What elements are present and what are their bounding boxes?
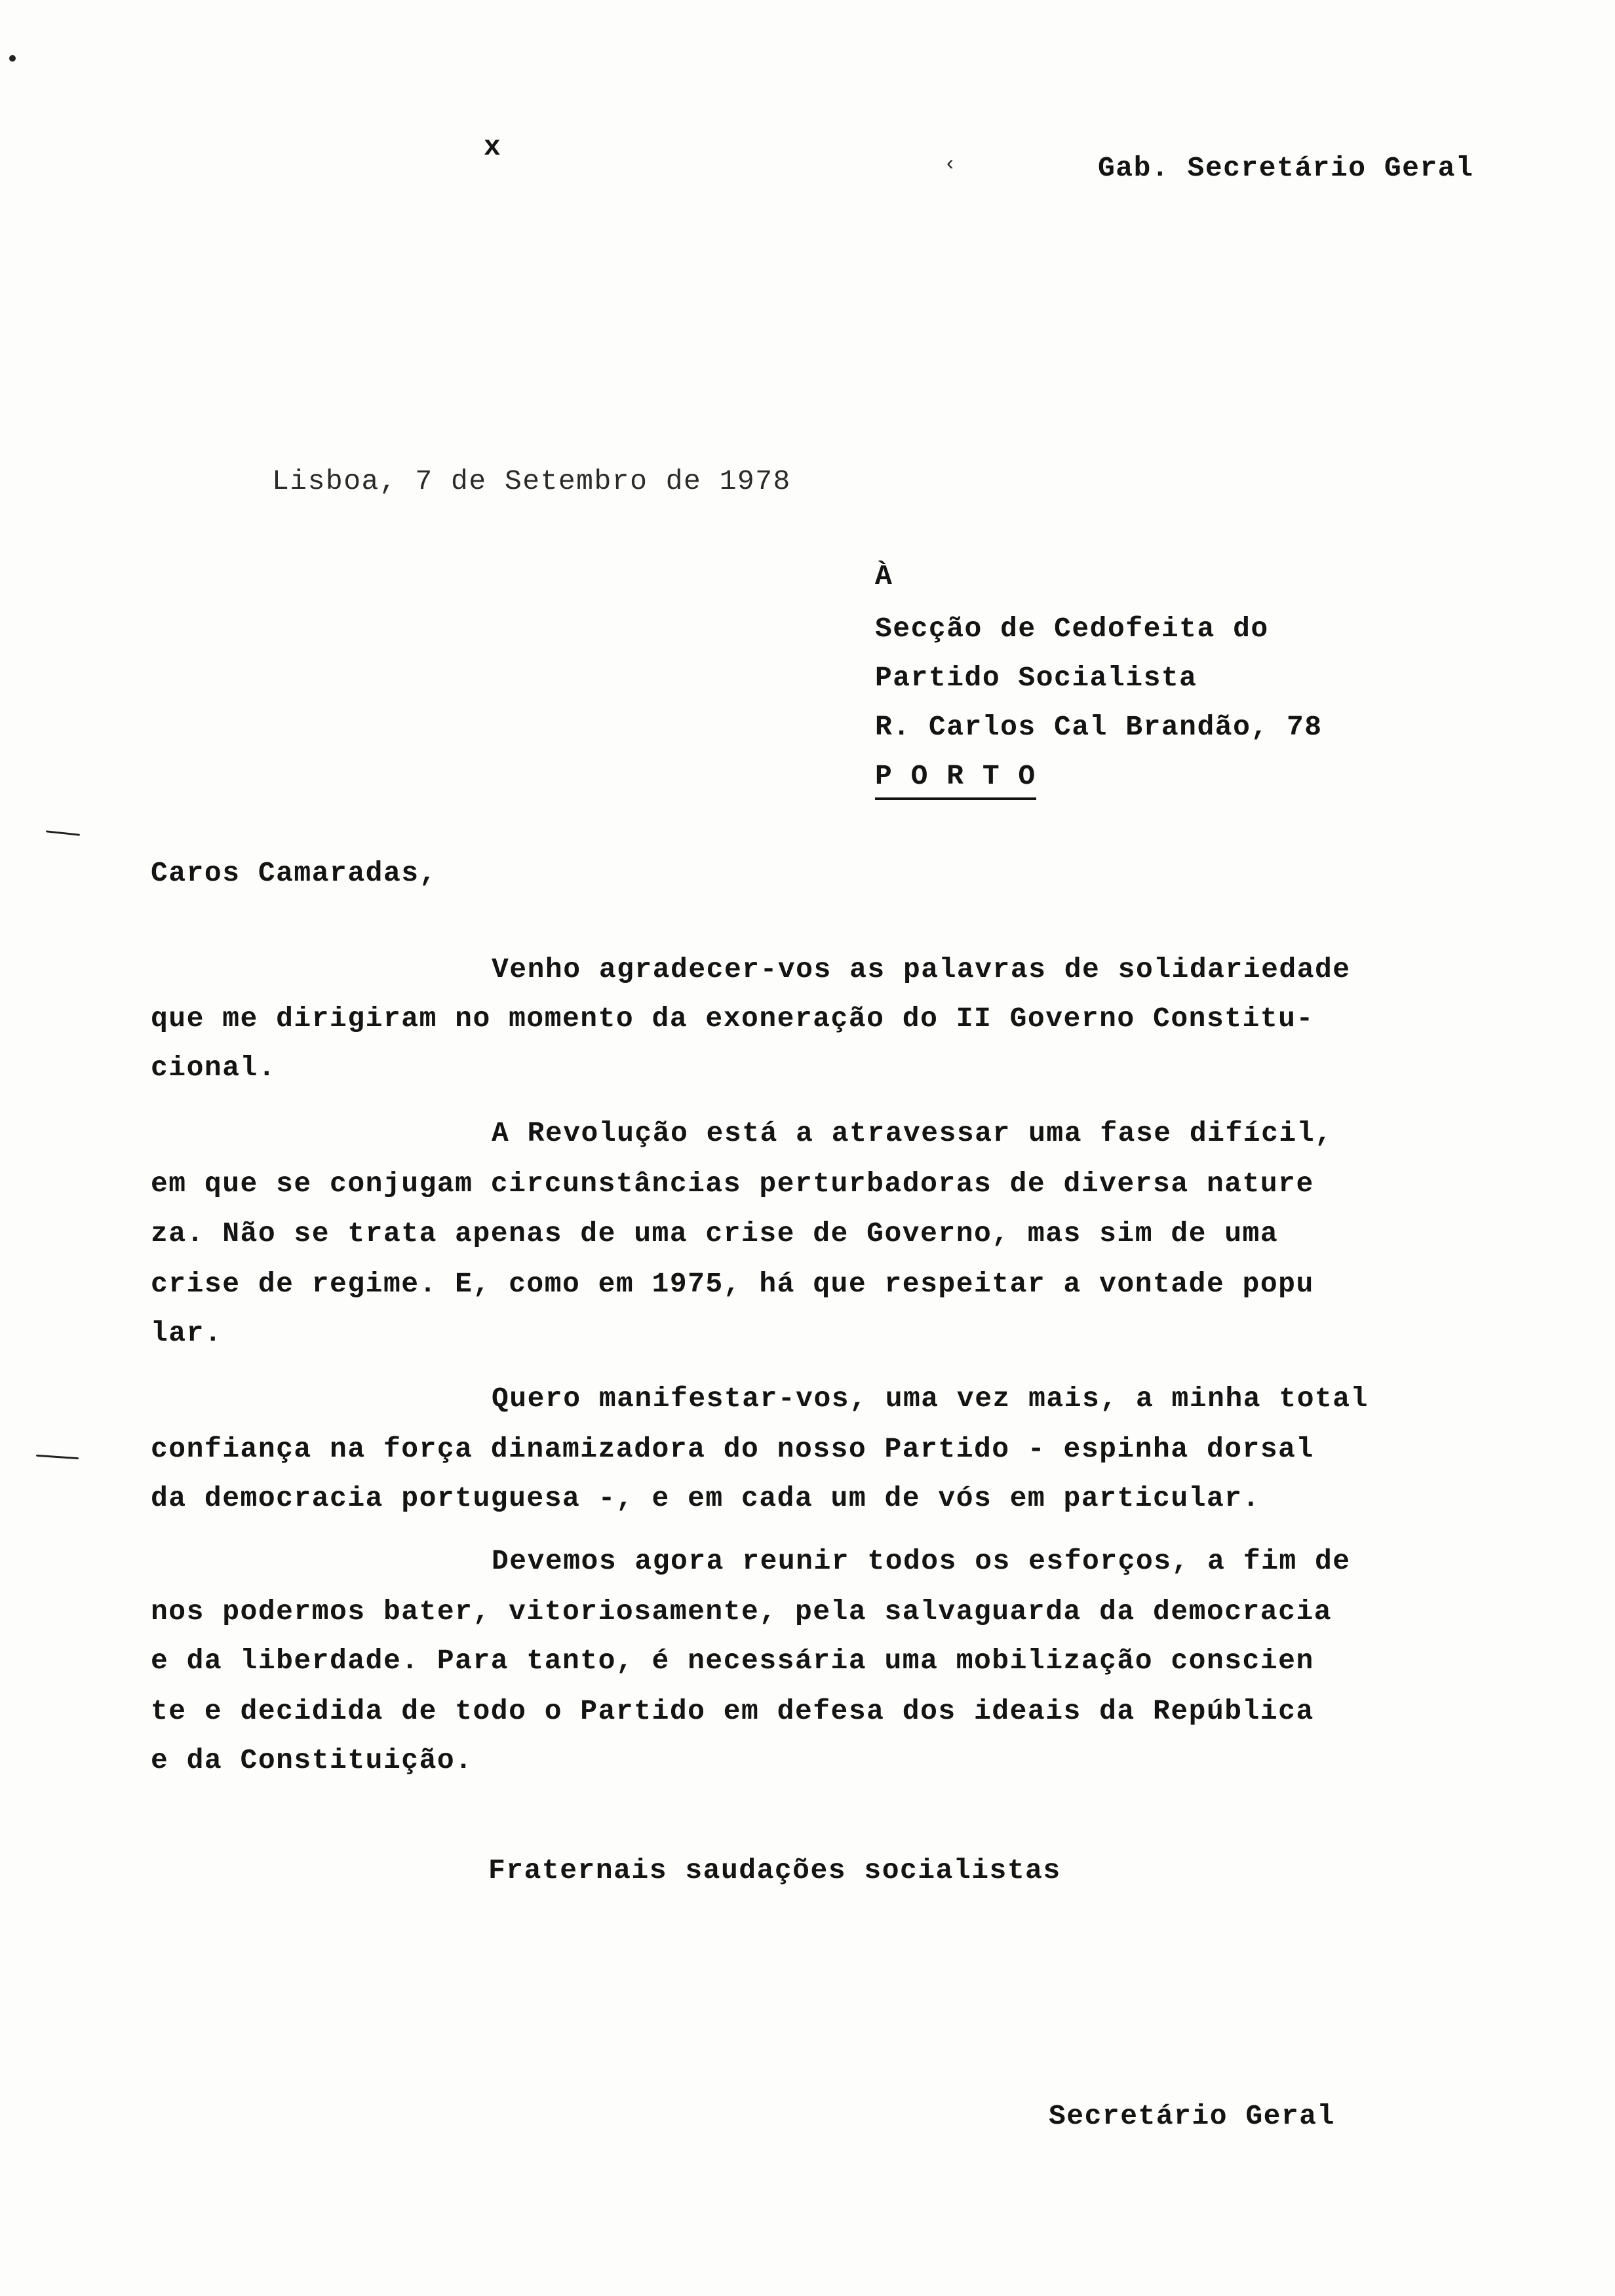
body-line: e da liberdade. Para tanto, é necessária uma mobilização conscien bbox=[151, 1645, 1314, 1677]
body-line: Venho agradecer-vos as palavras de solidariedade bbox=[492, 953, 1351, 985]
body-line: te e decidida de todo o Partido em defesa dos ideais da República bbox=[151, 1695, 1314, 1727]
body-line: que me dirigiram no momento da exoneração do II Governo Constitu- bbox=[151, 1003, 1314, 1035]
body-line: em que se conjugam circunstâncias perturbadoras de diversa nature bbox=[151, 1168, 1314, 1200]
body-line: da democracia portuguesa -, e em cada um de vós em particular. bbox=[151, 1482, 1260, 1514]
body-line: nos podermos bater, vitoriosamente, pela salvaguarda da democracia bbox=[151, 1596, 1333, 1628]
date-line: Lisboa, 7 de Setembro de 1978 bbox=[272, 465, 791, 497]
stray-mark: ‹ bbox=[944, 152, 958, 176]
body-line: Devemos agora reunir todos os esforços, a fim de bbox=[492, 1545, 1351, 1577]
stray-dot-mark bbox=[9, 55, 16, 62]
body-line: cional. bbox=[151, 1052, 277, 1084]
salutation: Caros Camaradas, bbox=[151, 857, 437, 889]
recipient-prefix: À bbox=[875, 560, 893, 592]
recipient-line-3: R. Carlos Cal Brandão, 78 bbox=[875, 711, 1323, 743]
body-line: e da Constituição. bbox=[151, 1744, 473, 1776]
x-mark: x bbox=[484, 131, 502, 163]
body-line: lar. bbox=[151, 1317, 223, 1349]
margin-tick-mark bbox=[46, 830, 80, 835]
body-line: crise de regime. E, como em 1975, há que respeitar a vontade popu bbox=[151, 1268, 1314, 1300]
closing-line: Fraternais saudações socialistas bbox=[488, 1854, 1061, 1886]
body-line: confiança na força dinamizadora do nosso Partido - espinha dorsal bbox=[151, 1433, 1314, 1465]
recipient-line-1: Secção de Cedofeita do bbox=[875, 613, 1269, 645]
office-header: Gab. Secretário Geral bbox=[1098, 152, 1474, 184]
recipient-line-2: Partido Socialista bbox=[875, 662, 1197, 694]
body-line: A Revolução está a atravessar uma fase difícil, bbox=[492, 1117, 1333, 1149]
margin-tick-mark bbox=[36, 1455, 79, 1460]
signature-title: Secretário Geral bbox=[1049, 2100, 1335, 2132]
body-line: za. Não se trata apenas de uma crise de Governo, mas sim de uma bbox=[151, 1217, 1279, 1250]
body-line: Quero manifestar-vos, uma vez mais, a minha total bbox=[492, 1383, 1369, 1415]
recipient-city: P O R T O bbox=[875, 760, 1036, 800]
